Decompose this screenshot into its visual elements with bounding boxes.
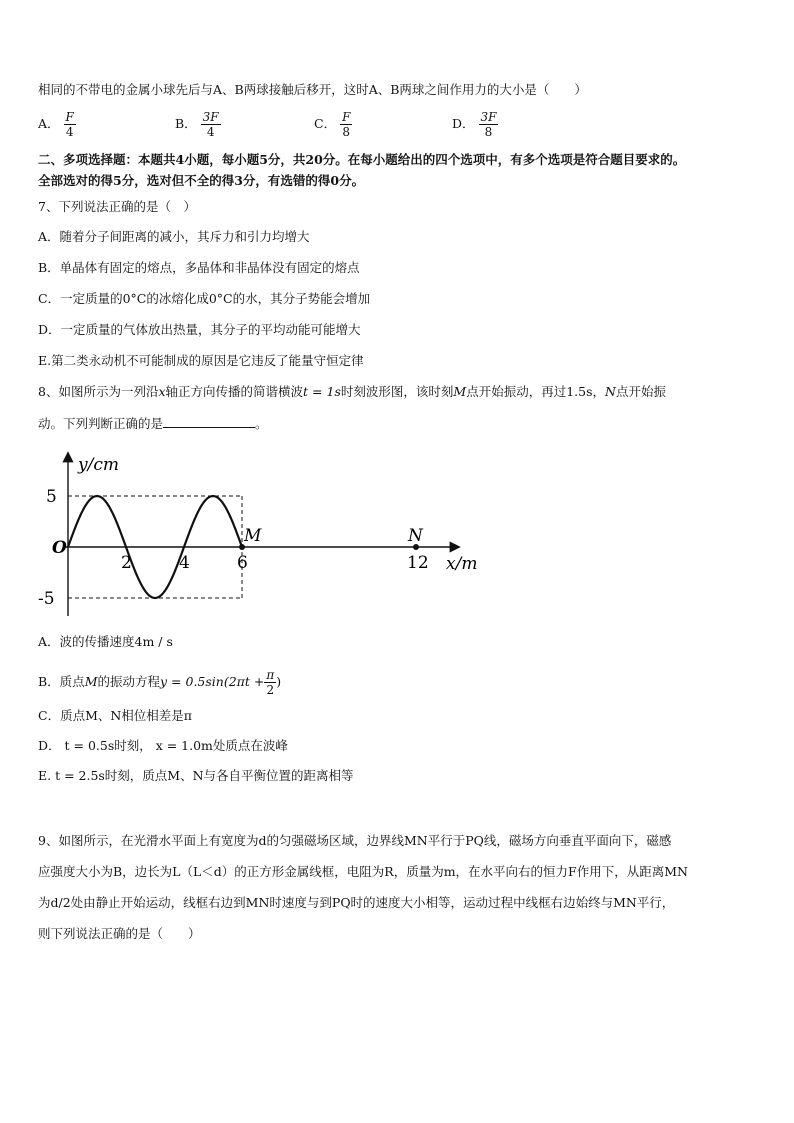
q8-delta-t: 1.5s [566, 384, 593, 399]
q6-option-b-label: B． [175, 116, 197, 131]
answer-blank[interactable] [163, 415, 255, 428]
q8-option-e[interactable]: E. t = 2.5s时刻，质点M、N与各自平衡位置的距离相等 [38, 768, 354, 783]
q6-option-b[interactable] [175, 110, 221, 139]
q8-option-c[interactable]: C．质点M、N相位相差是π [38, 708, 193, 723]
x-tick-4: 4 [179, 553, 190, 573]
x-tick-2: 2 [121, 553, 132, 573]
origin-label: O [52, 538, 67, 558]
x-tick-12: 12 [407, 553, 429, 573]
q6-option-c-fraction: $\frac{F}{8}$ [342, 110, 351, 139]
point-n-label: N [408, 526, 423, 546]
q8-stem-part: 时刻波形图，该时刻 [340, 384, 454, 399]
q6-option-d[interactable] [452, 110, 498, 139]
question-9-line3: 为d/2处由静止开始运动，线框右边到MN时速度与到PQ时的速度大小相等，运动过程中线框右边始终与MN平行， [38, 895, 675, 910]
q6-option-c-label: C． [314, 116, 337, 131]
q6-option-a[interactable] [38, 110, 76, 139]
y-tick-bottom: -5 [38, 589, 55, 609]
y-axis-label: y/cm [78, 455, 119, 475]
q8-stem-part: ， [592, 384, 606, 399]
q6-option-d-fraction: $\frac{3F}{8}$ [480, 110, 497, 139]
q8-option-a[interactable]: A．波的传播速度4m / s [38, 634, 173, 649]
q7-option-c[interactable]: C．一定质量的0°C的冰熔化成0°C的水，其分子势能会增加 [38, 291, 371, 306]
section-2-heading-line1: 二、多项选择题：本题共4小题，每小题5分，共20分。在每小题给出的四个选项中，有多个选项是符合题目要求的。 [38, 152, 686, 167]
q8-b-point: M [84, 674, 98, 689]
x-tick-6: 6 [237, 553, 248, 573]
q7-option-e[interactable]: E.第二类永动机不可能制成的原因是它违反了能量守恒定律 [38, 353, 364, 368]
q8-point-n: N [605, 384, 616, 399]
q8-stem-part: 点开始振 [615, 384, 666, 399]
question-9-line4: 则下列说法正确的是（ ） [38, 926, 201, 941]
q8-var-x: x [158, 384, 166, 399]
q8-stem-part: 8、如图所示为一列沿 [38, 384, 159, 399]
section-2-heading-line2: 全部选对的得5分，选对但不全的得3分，有选错的得0分。 [38, 173, 365, 188]
x-axis-label: x/m [446, 554, 478, 574]
q6-option-a-label: A． [38, 116, 60, 131]
q8-b-part: B．质点 [38, 674, 85, 689]
q8-stem-part: 点开始振动，再过 [466, 384, 567, 399]
q8-b-part: 的振动方程 [97, 674, 161, 689]
q8-time: t = 1s [303, 384, 341, 399]
q8-stem-part: 。 [255, 416, 268, 431]
question-6-stem-tail: 相同的不带电的金属小球先后与A、B两球接触后移开，这时A、B两球之间作用力的大小是（ ） [38, 82, 587, 97]
q8-b-fraction: $\frac{\pi}{2}$ [266, 668, 275, 697]
point-m-label: M [244, 526, 262, 546]
q7-option-d[interactable]: D．一定质量的气体放出热量，其分子的平均动能可能增大 [38, 322, 361, 337]
q6-option-b-fraction: $\frac{3F}{4}$ [202, 110, 219, 139]
question-7-stem: 7、下列说法正确的是（ ） [38, 199, 196, 214]
q8-b-part: ) [276, 674, 282, 689]
question-9-line2: 应强度大小为B，边长为L（L＜d）的正方形金属线框，电阻为R，质量为m，在水平向右的恒力F作用下，从距离MN [38, 864, 688, 879]
y-tick-top: 5 [46, 487, 57, 507]
q8-stem-part: 动。下列判断正确的是 [38, 416, 164, 431]
q8-option-b[interactable] [38, 668, 281, 697]
q6-option-d-label: D． [452, 116, 475, 131]
q8-stem-part: 轴正方向传播的简谐横波 [165, 384, 304, 399]
q7-option-b[interactable]: B．单晶体有固定的熔点，多晶体和非晶体没有固定的熔点 [38, 260, 360, 275]
q8-b-equation: y = 0.5sin(2πt + [160, 674, 265, 689]
wave-graph [38, 448, 498, 628]
question-8-stem-line1 [38, 384, 666, 400]
question-8-stem-line2 [38, 415, 268, 432]
question-9-line1: 9、如图所示，在光滑水平面上有宽度为d的匀强磁场区域，边界线MN平行于PQ线，磁场方向垂直平面向下，磁感 [38, 833, 672, 848]
q8-option-d[interactable]: D． t = 0.5s时刻， x = 1.0m处质点在波峰 [38, 738, 288, 753]
q8-point-m: M [453, 384, 467, 399]
q6-option-c[interactable] [314, 110, 352, 139]
q7-option-a[interactable]: A．随着分子间距离的减小，其斥力和引力均增大 [38, 229, 310, 244]
q6-option-a-fraction: $\frac{F}{4}$ [65, 110, 74, 139]
